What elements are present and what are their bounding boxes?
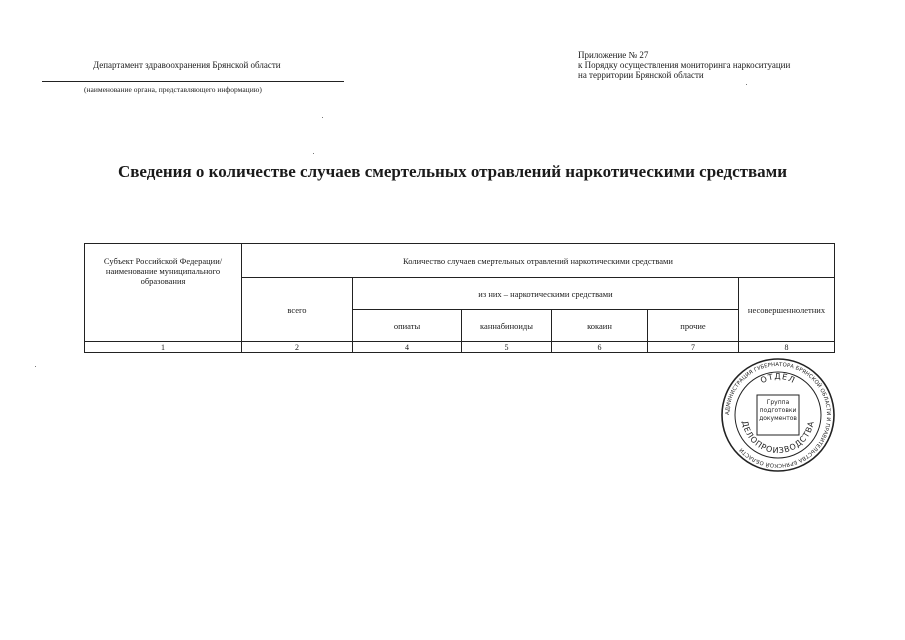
scan-speck — [322, 117, 323, 118]
document-title: Сведения о количестве случаев смертельных отравлений наркотическими средствами — [117, 162, 788, 181]
organization-caption: (наименование органа, представляющего информацию) — [84, 85, 262, 94]
opiates-header: опиаты — [353, 310, 462, 342]
other-header: прочие — [648, 310, 739, 342]
scan-speck — [35, 366, 36, 367]
column-number: 7 — [648, 342, 739, 353]
table-header-row-1 — [85, 244, 835, 278]
appendix-line-procedure: к Порядку осуществления мониторинга наркоситуации — [578, 60, 791, 70]
of-which-header: из них – наркотическими средствами — [353, 278, 739, 310]
appendix-note — [578, 50, 790, 80]
stamp-department-bottom: ДЕЛОПРОИЗВОДСТВА — [740, 419, 816, 456]
minors-header: несовершеннолетних — [739, 278, 835, 342]
svg-text:ДЕЛОПРОИЗВОДСТВА — [740, 420, 816, 455]
column-number: 8 — [739, 342, 835, 353]
column-number: 6 — [552, 342, 648, 353]
scan-speck — [313, 153, 314, 154]
column-number: 2 — [242, 342, 353, 353]
column-number: 1 — [85, 342, 242, 353]
cocaine-header: кокаин — [552, 310, 648, 342]
stamp-department-top: ОТДЕЛ — [759, 371, 797, 386]
scan-speck — [746, 84, 747, 85]
stamp-ring-text: АДМИНИСТРАЦИЯ ГУБЕРНАТОРА БРЯНСКОЙ ОБЛАСТИ И ПРАВИТЕЛЬСТВА БРЯНСКОЙ ОБЛАСТИ — [724, 361, 832, 469]
stamp-center-line: Группа — [766, 399, 790, 406]
appendix-line-number: Приложение № 27 — [578, 50, 649, 60]
cannabinoids-header: каннабиноиды — [462, 310, 552, 342]
stamp-center-text — [758, 399, 798, 423]
stamp-center-line: подготовки — [759, 407, 797, 414]
organization-underline — [42, 81, 344, 82]
column-number: 5 — [462, 342, 552, 353]
stamp-center-line: документов — [759, 415, 797, 422]
organization-name: Департамент здравоохранения Брянской области — [93, 60, 281, 70]
appendix-line-territory: на территории Брянской области — [578, 70, 704, 80]
subject-header: Субъект Российской Федерации/ наименование муниципального образования — [85, 244, 242, 342]
total-header: всего — [242, 278, 353, 342]
column-number-row — [85, 342, 835, 353]
poisoning-statistics-table — [84, 243, 835, 353]
column-number: 4 — [353, 342, 462, 353]
count-header: Количество случаев смертельных отравлений наркотическими средствами — [242, 244, 835, 278]
